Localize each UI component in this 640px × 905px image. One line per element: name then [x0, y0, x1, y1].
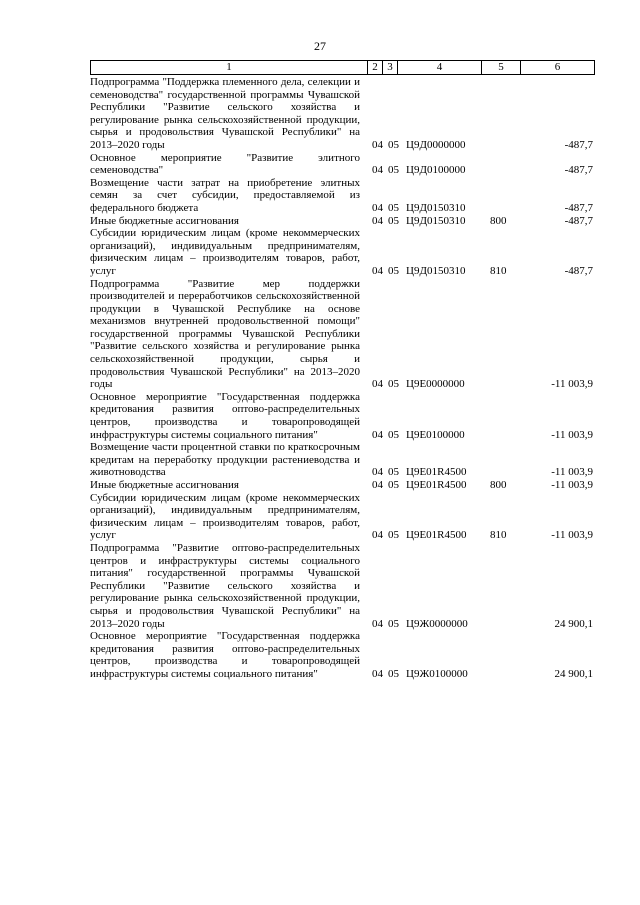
row-target-article: Ц9Е01R4500: [406, 479, 467, 491]
row-expense-type: 800: [490, 214, 507, 227]
row-amount: -487,7: [564, 138, 593, 151]
row-amount: -487,7: [564, 164, 593, 177]
row-section: 04: [372, 164, 383, 177]
table-row: [90, 76, 595, 152]
row-subsection: 05: [388, 466, 399, 479]
row-section: 04: [372, 201, 383, 214]
row-target-article: Ц9Е01R4500: [406, 466, 467, 479]
table-row: [90, 492, 595, 542]
row-amount: -11 003,9: [551, 466, 593, 479]
row-amount: 24 900,1: [554, 617, 593, 630]
row-amount: 24 900,1: [554, 667, 593, 680]
row-amount: -11 003,9: [551, 428, 593, 441]
row-amount: -11 003,9: [551, 479, 593, 491]
row-subsection: 05: [388, 479, 399, 491]
row-amount: -487,7: [564, 201, 593, 214]
table-row: [90, 227, 595, 277]
row-target-article: Ц9Д0150310: [406, 264, 466, 277]
table-row: [90, 152, 595, 177]
page-number: 27: [314, 39, 326, 53]
row-name: Подпрограмма "Поддержка племенного дела, селекции и семеноводства" государственной программы Чувашской Республики "Развитие сельского хозяйства и регулирование рынка сельскохозяйственной продукции, сырья и продовольствия Чувашской Республики" на 2013–2020 годы: [90, 76, 360, 151]
row-expense-type: 810: [490, 264, 507, 277]
row-name: Подпрограмма "Развитие оптово-распределительных центров и инфраструктуры системы социального питания" государственной программы Чувашской Республики "Развитие сельского хозяйства и регулирование рынка сельскохозяйственной продукции, сырья и продовольствия Чувашской Республики" на 2013–2020 годы: [90, 541, 360, 630]
row-name: Возмещение части затрат на приобретение элитных семян за счет субсидии, предоставляемой из федерального бюджета: [90, 176, 360, 214]
table-row: [90, 177, 595, 215]
row-expense-type: 810: [490, 529, 507, 542]
header-col-3: 3: [382, 61, 397, 74]
row-target-article: Ц9Д0150310: [406, 214, 466, 227]
row-amount: -11 003,9: [551, 378, 593, 391]
table-body: [90, 75, 595, 681]
row-subsection: 05: [388, 529, 399, 542]
row-section: 04: [372, 617, 383, 630]
table-row: [90, 278, 595, 391]
row-name: Иные бюджетные ассигнования: [90, 479, 239, 491]
row-name: Основное мероприятие "Государственная поддержка кредитования развития оптово-распределительных центров, производства и товаропроводящей инфраструктуры системы социального питания": [90, 390, 360, 441]
row-target-article: Ц9Д0100000: [406, 164, 466, 177]
row-section: 04: [372, 264, 383, 277]
row-subsection: 05: [388, 667, 399, 680]
row-section: 04: [372, 529, 383, 542]
row-target-article: Ц9Д0150310: [406, 201, 466, 214]
budget-table: [90, 60, 595, 681]
row-section: 04: [372, 479, 383, 491]
table-row: [90, 479, 595, 492]
header-col-2: 2: [367, 61, 382, 74]
row-amount: -487,7: [564, 264, 593, 277]
row-target-article: Ц9Ж0000000: [406, 617, 468, 630]
row-section: 04: [372, 378, 383, 391]
row-name: Субсидии юридическим лицам (кроме некоммерческих организаций), индивидуальным предпринимателям, физическим лицам – производителям товаров, работ, услуг: [90, 227, 360, 277]
table-row: [90, 542, 595, 630]
row-subsection: 05: [388, 617, 399, 630]
row-target-article: Ц9Е01R4500: [406, 529, 467, 542]
row-name: Возмещение части процентной ставки по краткосрочным кредитам на переработку продукции растениеводства и животноводства: [90, 441, 360, 479]
row-subsection: 05: [388, 138, 399, 151]
row-expense-type: 800: [490, 479, 507, 491]
row-section: 04: [372, 138, 383, 151]
row-amount: -487,7: [564, 214, 593, 227]
row-section: 04: [372, 667, 383, 680]
row-target-article: Ц9Д0000000: [406, 138, 466, 151]
row-name: Подпрограмма "Развитие мер поддержки производителей и переработчиков сельскохозяйственной продукции в Чувашской Республике на основе механизмов внутренней продовольственной помощи" государственной программы Чувашской Республики "Развитие сельского хозяйства и регулирование рынка сельскохозяйственной продукции, сырья и продовольствия Чувашской Республики" на 2013–2020 годы: [90, 277, 360, 391]
row-amount: -11 003,9: [551, 529, 593, 542]
row-section: 04: [372, 214, 383, 227]
row-name: Субсидии юридическим лицам (кроме некоммерческих организаций), индивидуальным предпринимателям, физическим лицам – производителям товаров, работ, услуг: [90, 491, 360, 542]
row-subsection: 05: [388, 378, 399, 391]
header-col-6: 6: [520, 61, 594, 74]
row-subsection: 05: [388, 214, 399, 227]
row-name: Основное мероприятие "Развитие элитного семеноводства": [90, 151, 360, 177]
table-row: [90, 215, 595, 228]
table-header: [90, 60, 595, 75]
row-name: Иные бюджетные ассигнования: [90, 214, 239, 227]
row-subsection: 05: [388, 428, 399, 441]
row-subsection: 05: [388, 264, 399, 277]
table-row: [90, 441, 595, 479]
row-section: 04: [372, 428, 383, 441]
table-row: [90, 630, 595, 680]
row-target-article: Ц9Е0100000: [406, 428, 465, 441]
row-target-article: Ц9Е0000000: [406, 378, 465, 391]
row-subsection: 05: [388, 164, 399, 177]
header-col-1: 1: [226, 61, 232, 73]
header-col-5: 5: [481, 61, 520, 74]
row-target-article: Ц9Ж0100000: [406, 667, 468, 680]
table-row: [90, 391, 595, 441]
row-name: Основное мероприятие "Государственная поддержка кредитования развития оптово-распределительных центров, производства и товаропроводящей инфраструктуры системы социального питания": [90, 630, 360, 680]
header-col-4: 4: [397, 61, 481, 74]
row-subsection: 05: [388, 201, 399, 214]
row-section: 04: [372, 466, 383, 479]
